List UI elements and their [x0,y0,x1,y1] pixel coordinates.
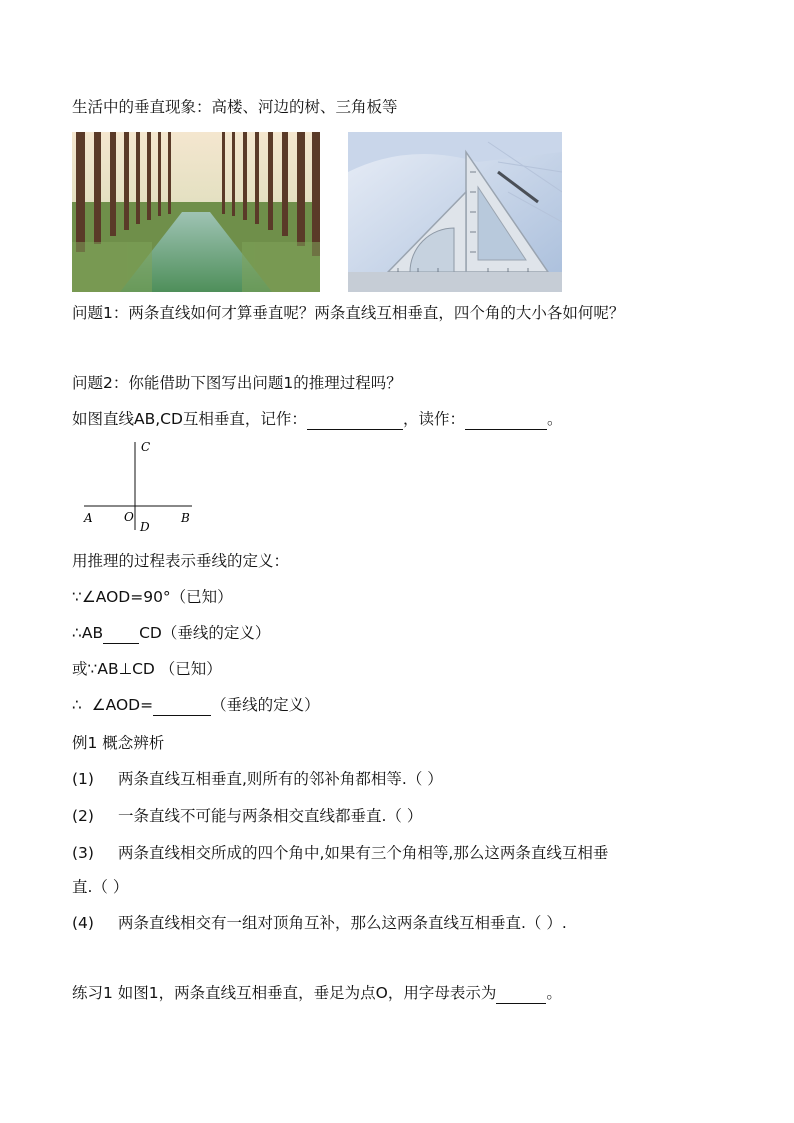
reasoning-step-3: 或∵AB⊥CD （已知） [72,660,222,678]
triangle-ruler-photo [348,132,562,292]
figure-notation-line [72,408,562,430]
example-item [72,912,567,934]
triangle-ruler-illustration [348,132,562,292]
reasoning-step-1: ∵∠AOD=90°（已知） [72,588,233,606]
practice-blank[interactable] [496,987,546,1004]
label-a: A [84,511,93,525]
reasoning-step-4-suffix: （垂线的定义） [211,696,320,714]
item-number: (4) [72,914,94,932]
reasoning-step-2-prefix: ∴AB [72,624,104,642]
notation-blank[interactable] [307,413,403,430]
item-number: (2) [72,807,94,825]
label-d: D [140,520,150,534]
question-1: 问题1：两条直线如何才算垂直呢？两条直线互相垂直，四个角的大小各如何呢？ [72,304,625,322]
item-number: (3) [72,844,94,862]
example-item [72,842,608,864]
question-2: 问题2：你能借助下图写出问题1的推理过程吗？ [72,374,402,392]
practice-1 [72,982,562,1004]
item-text: 两条直线相交有一组对顶角互补，那么这两条直线互相垂直.（ ）. [118,914,567,932]
perpendicular-figure [80,438,200,534]
example-1-title: 例1 概念辨析 [72,734,165,752]
figure-reading-label: ，读作： [402,410,465,428]
relation-blank[interactable] [103,627,139,644]
example-item [72,768,443,790]
reading-blank[interactable] [465,413,547,430]
practice-1-end: 。 [546,984,562,1002]
intro-text: 生活中的垂直现象：高楼、河边的树、三角板等 [72,98,398,116]
item-text: 直.（ ） [72,878,129,896]
figure-notation-end: 。 [546,410,563,428]
forest-photo [72,132,320,292]
practice-1-text: 练习1 如图1，两条直线互相垂直，垂足为点O，用字母表示为 [72,984,497,1002]
reasoning-title: 用推理的过程表示垂线的定义： [72,552,290,570]
reasoning-step-2 [72,622,270,644]
item-text: 两条直线互相垂直,则所有的邻补角都相等.（ ） [118,770,443,788]
item-text: 一条直线不可能与两条相交直线都垂直.（ ） [118,807,423,825]
reasoning-step-4 [72,694,320,716]
item-text: 两条直线相交所成的四个角中,如果有三个角相等,那么这两条直线互相垂 [118,844,609,862]
item-number: (1) [72,770,94,788]
example-item-continued [72,876,128,898]
angle-blank[interactable] [153,699,211,716]
example-item [72,805,422,827]
reasoning-step-4-prefix: ∴ ∠AOD= [72,696,154,714]
reasoning-step-2-suffix: CD（垂线的定义） [139,624,271,642]
figure-notation-prefix: 如图直线AB,CD互相垂直，记作： [72,410,307,428]
forest-illustration [72,132,320,292]
label-b: B [181,511,190,525]
label-o: O [124,510,134,524]
label-c: C [141,440,151,454]
